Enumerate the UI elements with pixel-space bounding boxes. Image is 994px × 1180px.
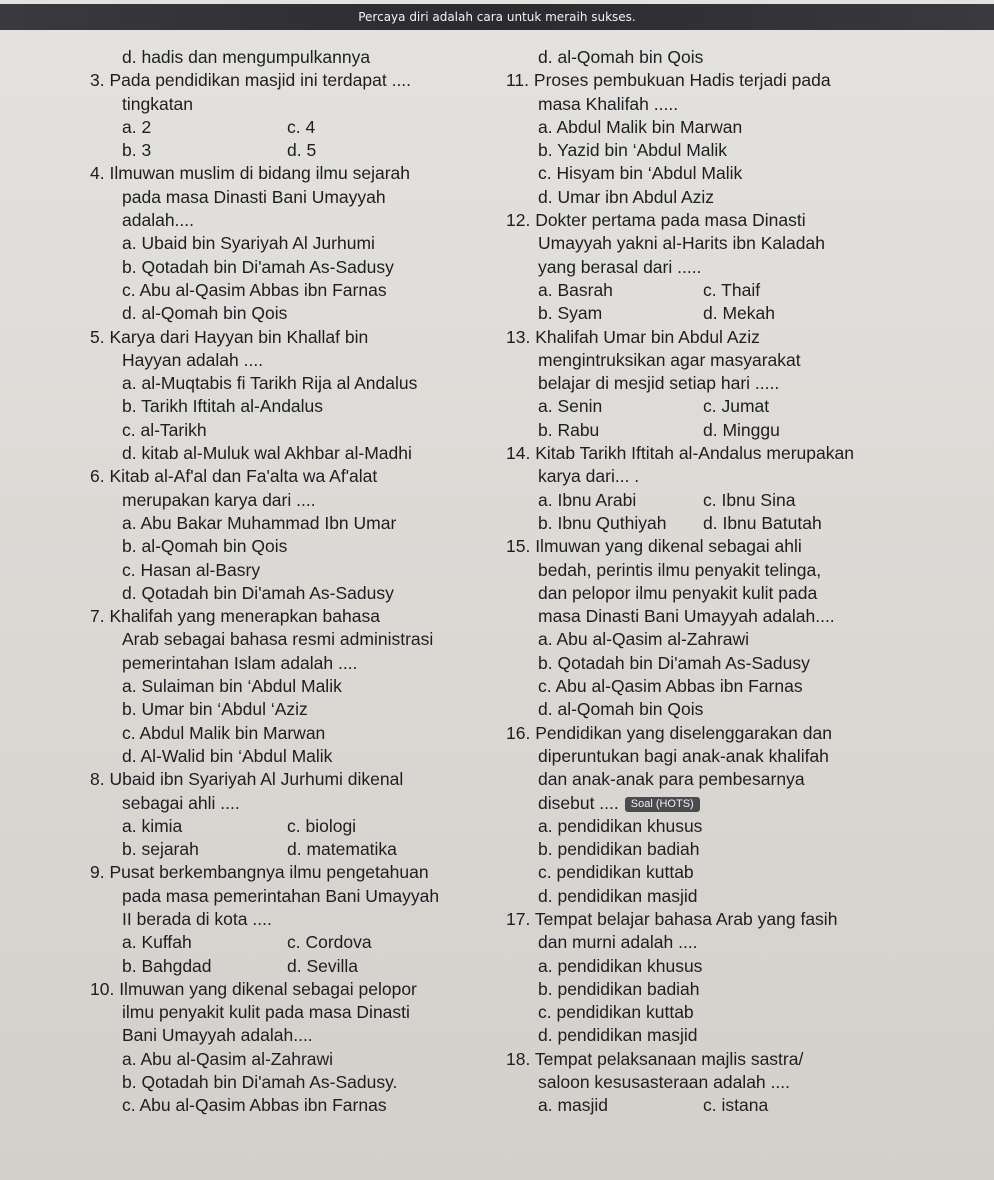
answer-option: d. Sevilla [287,955,359,976]
answer-option: d. pendidikan masjid [538,885,698,906]
answer-option-pair [506,512,896,535]
answer-option: b. Bahgdad [122,955,212,976]
answer-option: c. pendidikan kuttab [538,862,694,883]
answer-option: a. al-Muqtabis fi Tarikh Rija al Andalus [122,373,418,394]
answer-option: b. Yazid bin ‘Abdul Malik [538,140,728,161]
question-text: 9. Pusat berkembangnya ilmu pengetahuan [90,862,429,883]
question-continuation: yang berasal dari ..... [538,256,702,277]
answer-option: d. pendidikan masjid [538,1025,698,1046]
question-text: 12. Dokter pertama pada masa Dinasti [506,210,806,231]
answer-option-pair [506,489,896,512]
answer-option: c. 4 [287,116,316,137]
right-column [506,46,896,1118]
question-continuation: merupakan karya dari .... [122,489,316,510]
answer-option: b. Qotadah bin Di'amah As-Sadusy. [122,1072,398,1093]
answer-option: a. Senin [538,396,603,417]
question-continuation: dan murni adalah .... [538,932,698,953]
question-continuation: pemerintahan Islam adalah .... [122,652,358,673]
question-continuation: saloon kesusasteraan adalah .... [538,1072,790,1093]
answer-option: d. Umar ibn Abdul Aziz [538,186,715,207]
answer-option: b. Rabu [538,419,600,440]
answer-option: b. pendidikan badiah [538,839,700,860]
question-continuation: II berada di kota .... [122,908,272,929]
answer-option: c. istana [703,1095,769,1116]
answer-option: d. al-Qomah bin Qois [538,47,704,67]
answer-option: c. Abdul Malik bin Marwan [122,722,326,743]
answer-option-pair [90,815,515,838]
question-text: 7. Khalifah yang menerapkan bahasa [90,606,380,627]
answer-option-pair [90,838,515,861]
answer-option: d. al-Qomah bin Qois [122,303,288,324]
answer-option: b. Qotadah bin Di'amah As-Sadusy [122,256,394,277]
answer-option-pair [506,395,896,418]
answer-option: c. Ibnu Sina [703,489,796,510]
question-continuation: dan anak-anak para pembesarnya [538,769,805,790]
question-text: 10. Ilmuwan yang dikenal sebagai pelopor [90,978,417,999]
question-text: 11. Proses pembukuan Hadis terjadi pada [506,70,831,91]
question-continuation: mengintruksikan agar masyarakat [538,349,801,370]
question-continuation: karya dari... . [538,466,640,487]
answer-option: c. pendidikan kuttab [538,1002,694,1023]
answer-option: c. Abu al-Qasim Abbas ibn Farnas [122,1095,387,1116]
answer-option: d. kitab al-Muluk wal Akhbar al-Madhi [122,443,412,464]
answer-option: d. Al-Walid bin ‘Abdul Malik [122,745,333,766]
answer-option: c. biologi [287,815,357,836]
answer-option: d. Ibnu Batutah [703,512,822,533]
answer-option: a. Ibnu Arabi [538,489,637,510]
answer-option: b. Tarikh Iftitah al-Andalus [122,396,324,417]
answer-option: a. Abu al-Qasim al-Zahrawi [122,1048,334,1069]
answer-option: b. 3 [122,140,152,161]
answer-option: b. Qotadah bin Di'amah As-Sadusy [538,652,810,673]
question-continuation: bedah, perintis ilmu penyakit telinga, [538,559,822,580]
question-text: 18. Tempat pelaksanaan majlis sastra/ [506,1048,804,1069]
answer-option: a. masjid [538,1095,609,1116]
answer-option: c. al-Tarikh [122,419,207,440]
question-text: 3. Pada pendidikan masjid ini terdapat .... [90,70,412,91]
answer-option-pair [506,1094,896,1117]
answer-option: b. sejarah [122,839,199,860]
answer-option-pair [90,116,515,139]
answer-option: a. 2 [122,116,152,137]
answer-option-pair [506,279,896,302]
answer-option: c. Hasan al-Basry [122,559,261,580]
question-continuation: diperuntukan bagi anak-anak khalifah [538,745,829,766]
question-continuation: masa Khalifah ..... [538,93,679,114]
question-continuation: sebagai ahli .... [122,792,240,813]
answer-option-pair [506,419,896,442]
question-continuation: adalah.... [122,210,194,231]
answer-option: a. Sulaiman bin ‘Abdul Malik [122,676,342,697]
question-continuation: pada masa Dinasti Bani Umayyah [122,186,386,207]
left-column [90,46,515,1118]
answer-option: a. pendidikan khusus [538,815,703,836]
answer-option: c. Thaif [703,279,761,300]
question-text: 6. Kitab al-Af'al dan Fa'alta wa Af'alat [90,466,378,487]
question-continuation: tingkatan [122,93,194,114]
question-text: 15. Ilmuwan yang dikenal sebagai ahli [506,536,802,557]
answer-option: d. matematika [287,839,397,860]
question-continuation [506,792,896,815]
answer-option: d. hadis dan mengumpulkannya [122,47,371,67]
answer-option: a. Abdul Malik bin Marwan [538,116,743,137]
motto-banner: Percaya diri adalah cara untuk meraih sukses. [0,4,994,30]
answer-option: a. Basrah [538,279,613,300]
answer-option-pair [506,302,896,325]
answer-option: a. kimia [122,815,183,836]
question-text: 16. Pendidikan yang diselenggarakan dan [506,722,832,743]
question-text: 4. Ilmuwan muslim di bidang ilmu sejarah [90,163,410,184]
answer-option-pair [90,931,515,954]
question-text: 14. Kitab Tarikh Iftitah al-Andalus merupakan [506,443,854,464]
answer-option: b. Ibnu Quthiyah [538,512,667,533]
answer-option: d. 5 [287,140,317,161]
answer-option: b. Umar bin ‘Abdul ‘Aziz [122,699,308,720]
question-continuation: belajar di mesjid setiap hari ..... [538,373,780,394]
answer-option: c. Hisyam bin ‘Abdul Malik [538,163,743,184]
question-text: 17. Tempat belajar bahasa Arab yang fasih [506,908,838,929]
answer-option: c. Abu al-Qasim Abbas ibn Farnas [538,676,803,697]
hots-badge: Soal (HOTS) [625,797,700,812]
question-continuation: ilmu penyakit kulit pada masa Dinasti [122,1002,410,1023]
question-continuation: pada masa pemerintahan Bani Umayyah [122,885,440,906]
answer-option: a. pendidikan khusus [538,955,703,976]
answer-option-pair [90,139,515,162]
question-text: 5. Karya dari Hayyan bin Khallaf bin [90,326,369,347]
question-continuation: Bani Umayyah adalah.... [122,1025,313,1046]
answer-option: c. Jumat [703,396,770,417]
answer-option: b. pendidikan badiah [538,978,700,999]
answer-option-pair [90,955,515,978]
answer-option: c. Abu al-Qasim Abbas ibn Farnas [122,279,387,300]
question-text: 8. Ubaid ibn Syariyah Al Jurhumi dikenal [90,769,404,790]
answer-option: d. Qotadah bin Di'amah As-Sadusy [122,582,394,603]
question-continuation: Umayyah yakni al-Harits ibn Kaladah [538,233,825,254]
answer-option: d. al-Qomah bin Qois [538,699,704,720]
answer-option: d. Minggu [703,419,780,440]
answer-option: a. Ubaid bin Syariyah Al Jurhumi [122,233,375,254]
question-continuation: Arab sebagai bahasa resmi administrasi [122,629,434,650]
answer-option: a. Kuffah [122,932,192,953]
answer-option: b. Syam [538,303,603,324]
answer-option: d. Mekah [703,303,775,324]
answer-option: a. Abu al-Qasim al-Zahrawi [538,629,750,650]
question-continuation: masa Dinasti Bani Umayyah adalah.... [538,606,835,627]
question-continuation: Hayyan adalah .... [122,349,264,370]
question-text: 13. Khalifah Umar bin Abdul Aziz [506,326,760,347]
question-continuation-text: disebut .... [538,792,619,813]
answer-option: a. Abu Bakar Muhammad Ibn Umar [122,512,397,533]
answer-option: b. al-Qomah bin Qois [122,536,288,557]
question-continuation: dan pelopor ilmu penyakit kulit pada [538,582,818,603]
answer-option: c. Cordova [287,932,372,953]
